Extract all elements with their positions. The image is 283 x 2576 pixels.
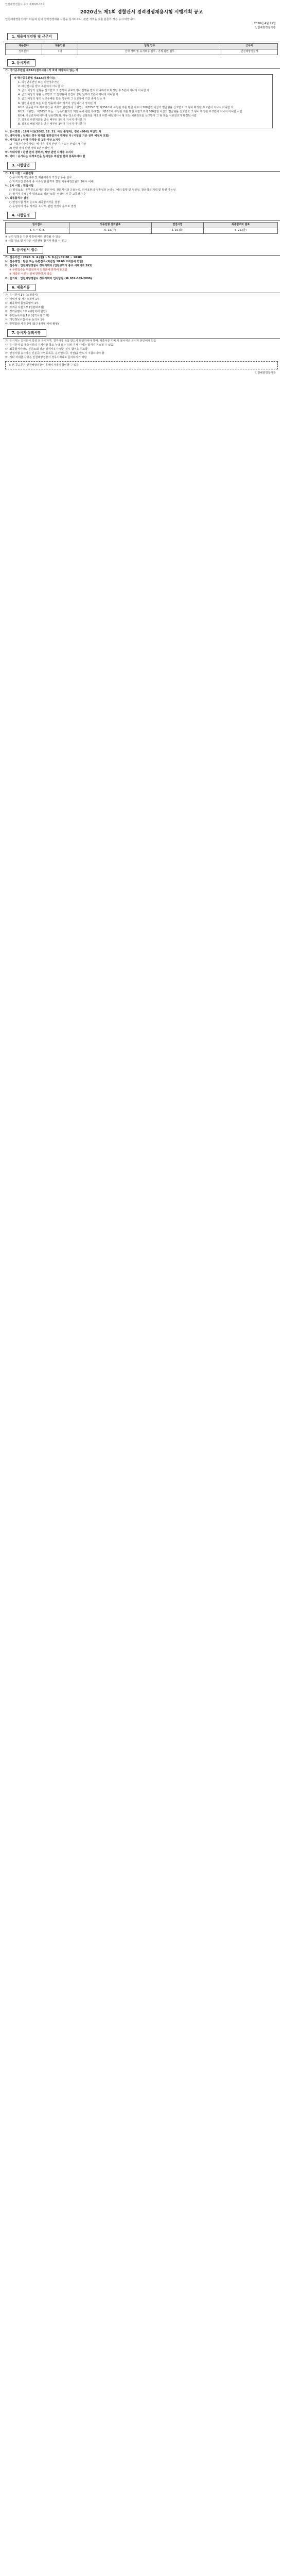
list-item: ※ 제출된 서류는 일체 반환하지 않음 — [9, 273, 52, 276]
list-item: 나. 이력서 및 자기소개서 1부 — [5, 297, 40, 301]
list-item: 8. 징계로 해임처분을 받은 때부터 3년이 지나지 아니한 자 — [18, 122, 86, 126]
list-item: 가. 응시자는 응시원서 작성 전 응시자격, 결격사유 등을 반드시 확인하여야 하며, 제출서류 미비 시 불이익은 응시자 본인에게 있음 — [5, 339, 156, 343]
schedule-note: ※ 시험 장소 및 시간은 서류전형 합격자 발표 시 공고 — [5, 239, 67, 243]
table-cell: 5. 13.(수) — [69, 228, 151, 234]
list-item: 6. 법원의 판결 또는 다른 법률에 따라 자격이 상실되거나 정지된 자 — [18, 101, 96, 105]
intro-text: 인천해양경찰서에서 다음과 같이 경력경쟁채용 시험을 실시하오니, 관련 자격을 갖춘 분들의 많은 응시 바랍니다. — [5, 18, 136, 21]
list-item: 바. 기타 : 응시자는 자격요건을 원서접수 마감일 현재 충족하여야 함 — [5, 155, 85, 159]
list-item: ※ 국가공무원법 제33조(결격사유) — [14, 77, 56, 80]
date: 2020년 4월 29일 — [254, 22, 276, 25]
notice-text: ※ 본 공고문은 인천해양경찰서 홈페이지에서 확인할 수 있음 — [9, 363, 79, 367]
table-header: 면접시험 — [151, 223, 203, 228]
caution-list — [0, 339, 283, 360]
table-header: 원서접수 — [6, 223, 69, 228]
list-item: 가. 응시원서 1부 (소정양식) — [5, 293, 39, 297]
list-item: 다. 최종합격자 결정 — [5, 196, 29, 200]
section-caution-heading: 7. 응시자 유의사항 — [7, 329, 46, 336]
list-item: 5. 금고 이상의 형의 선고유예를 받은 경우에 그 선고유예 기간 중에 있는 자 — [18, 97, 106, 101]
section-exam-heading: 3. 시험방법 — [7, 162, 36, 169]
list-item: 다. 최종합격자라도 신원조회 결과 결격사유가 있는 경우 합격을 취소함 — [5, 347, 88, 351]
table-cell: 5. 22.(금) — [204, 228, 278, 234]
section-recruit-heading: 1. 채용예정인원 및 근무지 — [7, 33, 58, 40]
table-header: 서류전형 결과발표 — [69, 223, 151, 228]
list-item: 라. 자격증 사본 1부 (원본대조필) — [5, 306, 44, 309]
documents-list — [0, 293, 283, 327]
list-item: ※ 우편접수는 마감일까지 도착분에 한하여 유효함 — [9, 268, 67, 272]
list-item: 2) 선박 정비 관련 경력 3년 이상인 자 — [9, 147, 54, 150]
list-item: 6의3. 「형법」 제303조 또는 「성폭력범죄의 처벌 등에 관한 특례법」 제10조에 규정된 죄를 범한 사람으로서 300만원 이상의 벌금형을 선고받고 그 형이 확정된 후 2년이 지나지 아니한 사람 — [18, 110, 242, 113]
list-item: ○ 면접시험 성적 순으로 최종합격자를 결정 — [9, 201, 60, 204]
notice-page — [0, 0, 283, 380]
list-item: 마. 기타 자세한 사항은 인천해양경찰서 경무기획과로 문의하시기 바람 — [5, 355, 87, 359]
list-item: ○ 평정요소 : 공무원으로서의 정신자세, 전문지식과 응용능력, 의사표현의 정확성과 논리성, 예의·품행 및 성실성, 창의력·의지력 및 발전 가능성 — [9, 188, 176, 192]
list-item: 마. 우대사항 : 관련 분야 경력자, 해양 관련 자격증 소지자 — [5, 151, 74, 155]
list-item: 다. 접수처 : 인천해양경찰서 경무기획과 (인천광역시 중구 서해대로 393) — [5, 264, 93, 268]
list-item: 라. 면접시험 응시자는 신분증(주민등록증, 운전면허증, 여권)을 반드시 지참하여야 함 — [5, 351, 104, 355]
list-item: 나. 응시연령 : 18세 이상(2002. 12. 31. 이전 출생자), 정년 (60세) 미만인 자 — [5, 130, 101, 133]
list-item: ○ 응시자격 해당여부 및 제출서류의 적정성 등을 심사 — [9, 176, 72, 179]
section-qualification-heading: 2. 응시자격 — [7, 59, 36, 66]
list-item: 7. 징계로 파면처분을 받은 때부터 5년이 지나지 아니한 자 — [18, 118, 86, 122]
list-item: 다. 최종학력 졸업증명서 1부 — [5, 301, 39, 305]
section-application-heading: 5. 응시원서 접수 — [7, 246, 43, 253]
schedule-table — [5, 222, 278, 234]
list-item: 2. 파산선고를 받고 복권되지 아니한 자 — [18, 85, 64, 89]
table-cell: 5. 19.(화) — [151, 228, 203, 234]
disqualification-box — [10, 74, 273, 128]
footer-issuer: 인천해양경찰서장 — [255, 371, 276, 375]
schedule-note: ※ 상기 일정은 기관 사정에 따라 변경될 수 있음 — [5, 235, 61, 239]
section-schedule-heading: 4. 시험일정 — [7, 212, 36, 219]
page-title: 2020년도 제1회 경찰관서 경력경쟁채용시험 시행계획 공고 — [80, 9, 203, 15]
list-item: ○ 자격요건 충족자 중 서류전형 합격자 결정(채용예정인원의 3배수 이내) — [9, 180, 95, 183]
qualification-list — [0, 69, 283, 159]
table-cell: 1명 — [42, 49, 78, 55]
table-header: 최종합격자 발표 — [204, 223, 278, 228]
notice-box — [5, 361, 278, 369]
section-documents-heading: 6. 제출서류 — [7, 284, 36, 291]
list-item: 3. 금고 이상의 실형을 선고받고 그 집행이 종료되거나 집행을 받지 아니하기로 확정된 후 5년이 지나지 아니한 자 — [18, 89, 150, 93]
list-item: 가. 1차 시험 : 서류전형 — [5, 172, 33, 175]
list-item: 사. 개인정보수집·이용 동의서 1부 — [5, 318, 45, 322]
table-header: 담당 업무 — [78, 44, 221, 49]
list-item: 다. 병역사항 : 남자의 경우 병역을 필하였거나 면제된 자 (시험일 기준 전역 예정자 포함) — [5, 134, 110, 138]
list-item: 나. 2차 시험 : 면접시험 — [5, 184, 33, 188]
list-item: 6의4. 미성년자에 대하여 성폭력범죄, 아동·청소년대상 성범죄를 저질러 파면·해임되거나 형 또는 치료감호를 선고받아 그 형 또는 치료감호가 확정된 사람 — [18, 114, 197, 117]
list-item: 마. 경력증명서 1부 (해당자에 한함) — [5, 310, 47, 314]
list-item: 바. 주민등록초본 1부 (병적사항 기재) — [5, 314, 49, 318]
table-cell: 인천해양경찰서 — [221, 49, 278, 55]
table-cell: 5. 4. ~ 5. 8. — [6, 228, 69, 234]
exam-method-list — [0, 172, 283, 209]
list-item: 가. 국가공무원법 제33조(결격사유) 각 호에 해당하지 않는 자 — [5, 69, 78, 73]
issuer: 인천해양경찰서장 — [255, 26, 276, 29]
recruit-table — [5, 43, 278, 55]
list-item: 1) 「국가기술자격법」에 따른 기계 관련 기사 또는 산업기사 이상 — [9, 143, 86, 146]
table-header: 근무지 — [221, 44, 278, 49]
list-item: 라. 문의처 : 인천해양경찰서 경무기획과 인사담당 (☎ 032-865-2000) — [5, 277, 92, 280]
list-item: ○ 동점자의 경우 자격증 소지자, 관련 경력자 순으로 결정 — [9, 205, 76, 209]
list-item: 나. 응시원서 및 제출서류의 기재사항 착오·누락 또는 허위 기재 시에는 합격이 취소될 수 있음 — [5, 343, 114, 347]
list-item: 4. 금고 이상의 형을 선고받고 그 집행유예 기간이 끝난 날부터 2년이 지나지 아니한 자 — [18, 93, 119, 97]
application-list — [0, 256, 283, 280]
notice-number: 인천해양경찰서 공고 제2020-10호 — [5, 3, 45, 6]
list-item: 라. 자격요건 : 아래 자격증 중 1개 이상 소지자 — [5, 139, 61, 142]
table-header: 채용인원 — [42, 44, 78, 49]
list-item: 나. 접수방법 : 방문 또는 우편접수 (마감일 18:00 도착분에 한함) — [5, 260, 83, 264]
list-item: 아. 반명함판 사진 2매 (최근 6개월 이내 촬영) — [5, 323, 59, 326]
table-cell: 선박 정비 및 유지보수 업무 · 기계 관련 업무 — [78, 49, 221, 55]
list-item: 가. 접수기간 : 2020. 5. 4.(월) ~ 5. 8.(금) 09:00 ~ 18:00 — [5, 256, 82, 260]
table-header: 채용분야 — [6, 44, 42, 49]
table-cell: 정비분야 — [6, 49, 42, 55]
list-item: ○ 합격자 결정 : 각 평정요소 평균 '보통' 이상인 자 중 고득점자 순 — [9, 192, 86, 196]
list-item: 1. 피성년후견인 또는 피한정후견인 — [18, 81, 60, 84]
list-item: 6의2. 공무원으로 재직기간 중 직무와 관련하여 「형법」 제355조 및 제356조에 규정된 죄를 범한 자로서 300만원 이상의 벌금형을 선고받고 그 형이 확정된 후 2년이 지나지 아니한 자 — [18, 106, 234, 109]
